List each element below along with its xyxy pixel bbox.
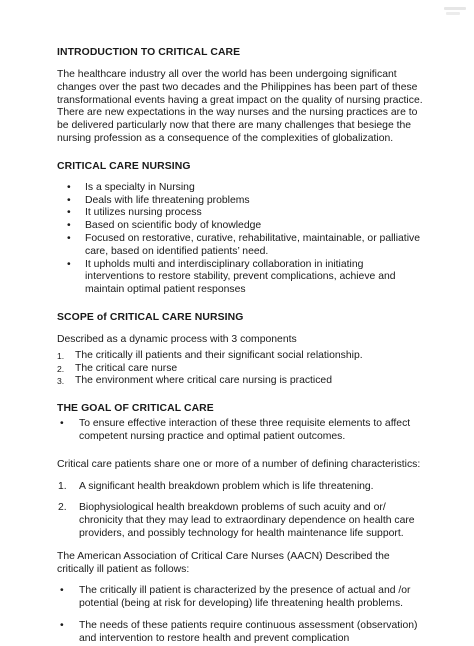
ccn-item-text: Focused on restorative, curative, rehabilitative, maintainable, or palliative care, based on identified patients’ need.	[85, 232, 420, 257]
number-marker: 2.	[58, 502, 67, 514]
aacn-item-text: The critically ill patient is characterized by the presence of actual and /or potential (being at risk for developing) life threatening health problems.	[79, 585, 411, 610]
ccn-list-item	[57, 182, 424, 195]
bullet-marker: •	[60, 585, 64, 597]
goal-item-text: To ensure effective interaction of these three requisite elements to affect competent nursing practice and optimal patient outcomes.	[79, 418, 411, 442]
scope-list-item	[57, 363, 424, 376]
ccn-list-item	[57, 233, 424, 259]
bullet-marker: •	[67, 207, 71, 219]
scope-intro: Described as a dynamic process with 3 components	[57, 333, 297, 345]
ccn-bullet-list	[57, 182, 424, 297]
bullet-marker: •	[67, 220, 71, 232]
bullet-marker: •	[67, 258, 71, 270]
ccn-list-item	[57, 207, 424, 220]
header-mark	[444, 7, 466, 10]
number-marker: 1.	[57, 350, 65, 361]
ccn-item-text: Based on scientific body of knowledge	[85, 220, 262, 232]
aacn-intro: The American Association of Critical Care Nurses (AACN) Described the critically ill patient as follows:	[57, 550, 390, 575]
characteristics-item-text: A significant health breakdown problem which is life threatening.	[79, 480, 374, 492]
bullet-marker: •	[67, 181, 71, 193]
characteristics-intro: Critical care patients share one or more of a number of defining characteristics:	[57, 458, 421, 470]
scope-item-text: The environment where critical care nursing is practiced	[75, 375, 332, 387]
number-marker: 2.	[57, 363, 65, 374]
ccn-list-item	[57, 259, 424, 297]
aacn-bullet-list	[57, 585, 424, 645]
bullet-marker: •	[67, 232, 71, 244]
characteristics-item-text: Biophysiological health breakdown problems of such acuity and or/ chronicity that they may lead to extraordinary dependence on health care providers, and possibly technology for health maintenance life support.	[79, 502, 415, 539]
ccn-heading: CRITICAL CARE NURSING	[57, 160, 191, 172]
scope-item-text: The critically ill patients and their significant social relationship.	[75, 349, 363, 361]
number-marker: 3.	[57, 376, 65, 387]
aacn-list-item	[57, 585, 424, 611]
goal-list-item	[57, 418, 424, 444]
number-marker: 1.	[58, 480, 67, 492]
bullet-marker: •	[60, 418, 64, 430]
scope-item-text: The critical care nurse	[75, 362, 178, 374]
aacn-list-item	[57, 620, 424, 646]
intro-heading: INTRODUCTION TO CRITICAL CARE	[57, 47, 241, 58]
ccn-item-text: It utilizes nursing process	[85, 207, 202, 219]
scope-list-item	[57, 375, 424, 388]
characteristics-list-item	[57, 481, 424, 494]
page-header-marks	[444, 7, 466, 17]
ccn-list-item	[57, 195, 424, 208]
goal-heading: THE GOAL OF CRITICAL CARE	[57, 403, 214, 415]
bullet-marker: •	[60, 619, 64, 631]
aacn-item-text: The needs of these patients require continuous assessment (observation) and intervention to restore health and prevent complication	[79, 619, 418, 644]
intro-paragraph: The healthcare industry all over the world has been undergoing significant changes over the past two decades and the Philippines has been part of these transformational events having a great impact on the quality of nursing practice. There are new expectations in the way nurses and the nursing practices are to be delivered particularly now that there are many challenges that besiege the nursing profession as a consequence of the complexities of globalization.	[57, 69, 423, 144]
scope-heading: SCOPE of CRITICAL CARE NURSING	[57, 311, 244, 323]
scope-list-item	[57, 350, 424, 363]
ccn-item-text: Is a specialty in Nursing	[85, 181, 195, 193]
ccn-item-text: Deals with life threatening problems	[85, 194, 250, 206]
scope-numbered-list	[57, 350, 424, 388]
characteristics-numbered-list	[57, 481, 424, 541]
header-mark	[446, 12, 460, 15]
ccn-list-item	[57, 220, 424, 233]
characteristics-list-item	[57, 502, 424, 540]
bullet-marker: •	[67, 194, 71, 206]
ccn-item-text: It upholds multi and interdisciplinary collaboration in initiating interventions to restore stability, prevent complications, achieve and maintain optimal patient responses	[85, 258, 396, 296]
goal-bullet-list	[57, 418, 424, 444]
